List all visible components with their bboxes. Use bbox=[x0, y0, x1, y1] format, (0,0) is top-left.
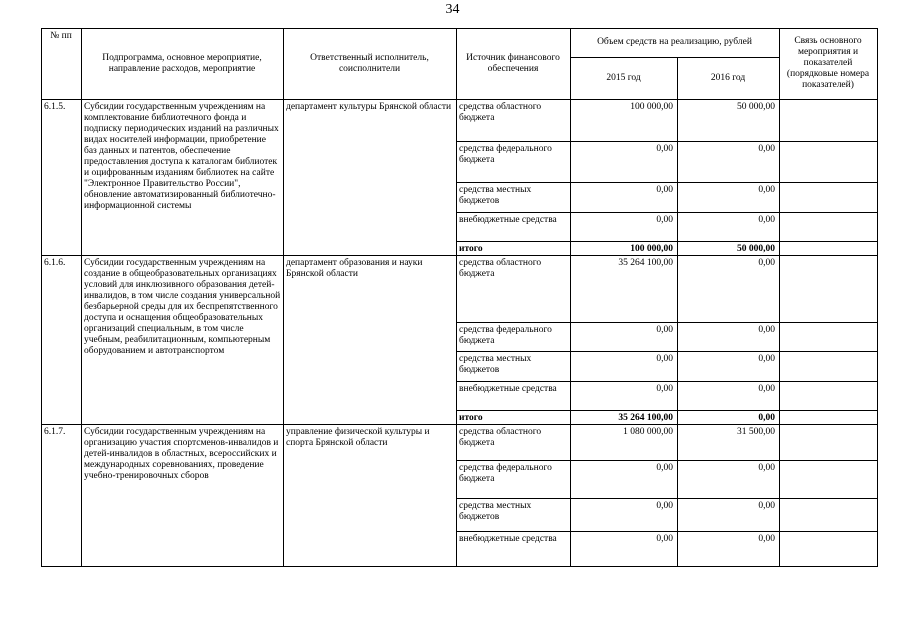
total-2016: 0,00 bbox=[758, 413, 775, 423]
amount-2015: 0,00 bbox=[656, 215, 673, 225]
header-source: Источник финансового обеспечения bbox=[466, 52, 560, 74]
funding-source: внебюджетные средства bbox=[459, 215, 557, 225]
amount-2015: 100 000,00 bbox=[630, 102, 673, 112]
row-executor: департамент образования и науки Брянской области bbox=[286, 258, 423, 279]
row-number: 6.1.5. bbox=[44, 102, 66, 112]
header-volume: Объем средств на реализацию, рублей bbox=[597, 37, 752, 47]
amount-2016: 50 000,00 bbox=[737, 102, 775, 112]
amount-2015: 0,00 bbox=[656, 144, 673, 154]
header-year-2015: 2015 год bbox=[606, 72, 641, 83]
funding-source: внебюджетные средства bbox=[459, 534, 557, 544]
amount-2016: 0,00 bbox=[758, 325, 775, 335]
funding-source: средства местных бюджетов bbox=[459, 354, 532, 375]
amount-2016: 0,00 bbox=[758, 354, 775, 364]
table-rule bbox=[41, 28, 42, 567]
table-rule bbox=[456, 531, 878, 532]
header-executor: Ответственный исполнитель, соисполнители bbox=[310, 52, 429, 74]
amount-2016: 0,00 bbox=[758, 463, 775, 473]
total-2016: 50 000,00 bbox=[737, 244, 775, 254]
table-rule bbox=[570, 28, 571, 567]
amount-2015: 0,00 bbox=[656, 325, 673, 335]
amount-2015: 0,00 bbox=[656, 185, 673, 195]
amount-2015: 0,00 bbox=[656, 463, 673, 473]
amount-2015: 0,00 bbox=[656, 534, 673, 544]
table-rule bbox=[677, 57, 678, 567]
amount-2015: 1 080 000,00 bbox=[623, 427, 673, 437]
row-number: 6.1.6. bbox=[44, 258, 66, 268]
funding-source: внебюджетные средства bbox=[459, 384, 557, 394]
amount-2016: 0,00 bbox=[758, 534, 775, 544]
header-link: Связь основного мероприятия и показателей (порядковые номера показателей) bbox=[786, 36, 870, 90]
table-rule bbox=[456, 241, 878, 242]
header-num: № пп bbox=[50, 30, 72, 41]
amount-2016: 0,00 bbox=[758, 185, 775, 195]
funding-source: средства областного бюджета bbox=[459, 258, 542, 279]
row-description: Субсидии государственным учреждениям на создание в общеобразовательных организациях условий для инклюзивного образования детей-инвалидов, в том числе создания универсальной безбарьерной среды для их беспрепятственного доступа и оснащения общеобразовательных организаций специальным, в том числе учебным, реабилитационным, компьютерным оборудованием и автотранспортом bbox=[84, 258, 281, 356]
amount-2016: 31 500,00 bbox=[737, 427, 775, 437]
table-rule bbox=[456, 141, 878, 142]
row-executor: департамент культуры Брянской области bbox=[286, 102, 452, 112]
amount-2015: 0,00 bbox=[656, 501, 673, 511]
table-rule bbox=[456, 212, 878, 213]
table-rule bbox=[283, 28, 284, 567]
table-rule bbox=[41, 255, 878, 256]
table-rule bbox=[456, 410, 878, 411]
total-label: итого bbox=[459, 413, 483, 423]
funding-source: средства областного бюджета bbox=[459, 102, 542, 123]
table-rule bbox=[41, 28, 878, 29]
amount-2015: 35 264 100,00 bbox=[618, 258, 673, 268]
funding-source: средства областного бюджета bbox=[459, 427, 542, 448]
header-year-2016: 2016 год bbox=[710, 72, 746, 83]
amount-2016: 0,00 bbox=[758, 384, 775, 394]
table-rule bbox=[570, 57, 780, 58]
table-rule bbox=[456, 28, 457, 567]
funding-source: средства местных бюджетов bbox=[459, 501, 532, 522]
funding-source: средства местных бюджетов bbox=[459, 185, 532, 206]
table-rule bbox=[779, 28, 780, 567]
amount-2015: 0,00 bbox=[656, 384, 673, 394]
total-label: итого bbox=[459, 244, 483, 254]
table-rule bbox=[81, 28, 82, 567]
total-2015: 100 000,00 bbox=[630, 244, 673, 254]
table-rule bbox=[41, 99, 878, 100]
amount-2016: 0,00 bbox=[758, 258, 775, 268]
amount-2016: 0,00 bbox=[758, 501, 775, 511]
amount-2015: 0,00 bbox=[656, 354, 673, 364]
table-rule bbox=[877, 28, 878, 567]
table-rule bbox=[456, 381, 878, 382]
table-rule bbox=[41, 424, 878, 425]
table-rule bbox=[456, 182, 878, 183]
table-rule bbox=[456, 460, 878, 461]
table-rule bbox=[456, 322, 878, 323]
amount-2016: 0,00 bbox=[758, 144, 775, 154]
page-number: 34 bbox=[445, 2, 460, 17]
table-rule bbox=[456, 498, 878, 499]
header-subprogram: Подпрограмма, основное мероприятие, направление расходов, мероприятие bbox=[102, 52, 262, 74]
funding-source: средства федерального бюджета bbox=[459, 463, 552, 484]
row-number: 6.1.7. bbox=[44, 427, 66, 437]
row-description: Субсидии государственным учреждениям на организацию участия спортсменов-инвалидов и детей-инвалидов в областных, всероссийских и международных соревнованиях, проведение учебно-тренировочных сборов bbox=[84, 427, 279, 481]
funding-source: средства федерального бюджета bbox=[459, 325, 552, 346]
table-rule bbox=[41, 566, 878, 567]
amount-2016: 0,00 bbox=[758, 215, 775, 225]
total-2015: 35 264 100,00 bbox=[618, 413, 673, 423]
funding-source: средства федерального бюджета bbox=[459, 144, 552, 165]
table-rule bbox=[456, 351, 878, 352]
row-description: Субсидии государственным учреждениям на комплектование библиотечного фонда и подписку периодических изданий на различных видах носителей информации, приобретение баз данных и патентов, обеспечение предоставления доступа к каталогам библиотек и оцифрованным изданиям библиотек на сайте "Электронное Правительство России", обновление автоматизированный библиотечно-информационной системы bbox=[84, 102, 279, 211]
row-executor: управление физической культуры и спорта Брянской области bbox=[286, 427, 430, 448]
